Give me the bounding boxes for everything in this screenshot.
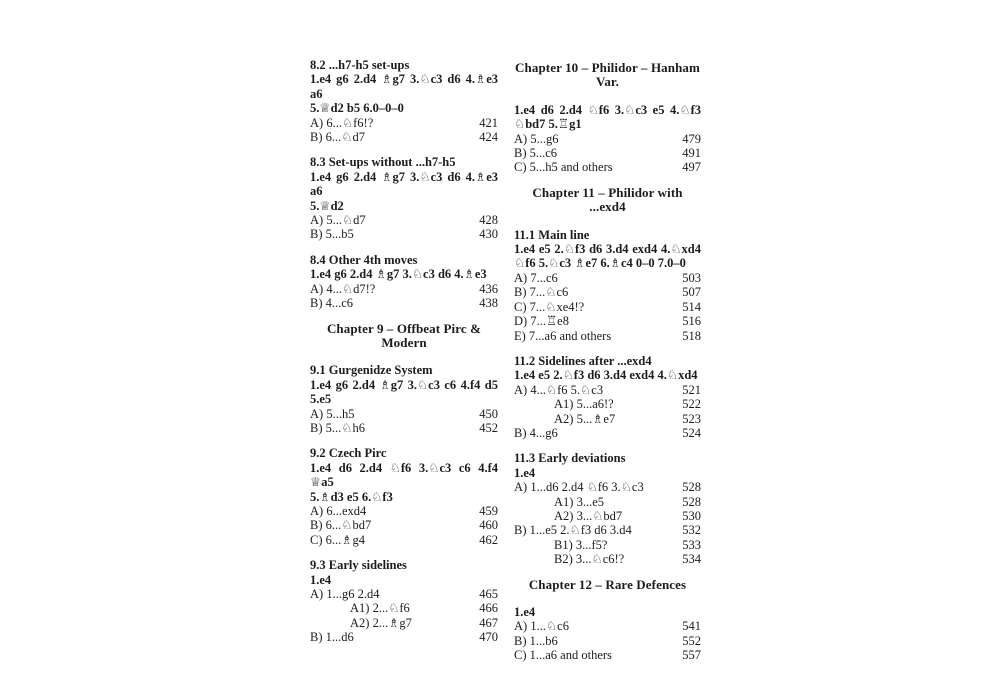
- toc-entry-label: B) 5...c6: [514, 146, 558, 161]
- toc-entry-label: B) 5...♘h6: [310, 420, 365, 435]
- moves-line: ♘f6 5.♘c3 ♗e7 6.♗c4 0–0 7.0–0: [514, 256, 686, 271]
- toc-entry: [310, 630, 498, 644]
- toc-entry-label: B) 7...♘c6: [514, 285, 569, 300]
- toc-entry-label: B) 6...♘bd7: [310, 518, 372, 533]
- moves-line: 1.e4 g6 2.d4 ♗g7 3.♘c3 d6 4.♗e3 a6: [310, 72, 498, 101]
- toc-section: [514, 605, 701, 663]
- toc-entry: [514, 160, 701, 174]
- toc-entry: [310, 616, 498, 630]
- toc-entry-page: 452: [479, 420, 498, 435]
- section-title: 11.1 Main line: [514, 227, 590, 242]
- toc-entry-page: 518: [682, 328, 701, 343]
- toc-entry-page: 438: [479, 296, 498, 311]
- toc-entry-page: 450: [479, 406, 498, 421]
- toc-entry: [514, 634, 701, 648]
- toc-entry: [514, 383, 701, 397]
- toc-entry-label: B) 5...b5: [310, 227, 354, 242]
- toc-entry-label: A) 4...♘d7!?: [310, 281, 376, 296]
- toc-entry: [310, 130, 498, 144]
- chapter-heading: Chapter 10 – Philidor – Hanham Var.: [515, 60, 700, 90]
- toc-entry: [310, 296, 498, 310]
- toc-entry-label: B2) 3...♘c6!?: [554, 552, 625, 567]
- toc-entry-page: 534: [682, 552, 701, 567]
- toc-entry: [514, 619, 701, 633]
- toc-column-right: [514, 60, 701, 674]
- toc-section: [310, 155, 498, 241]
- toc-entry-label: A) 5...h5: [310, 406, 355, 421]
- toc-entry-page: 460: [479, 518, 498, 533]
- toc-entry-label: A) 5...♘d7: [310, 213, 366, 228]
- toc-entry-page: 459: [479, 503, 498, 518]
- section-title: 11.3 Early deviations: [514, 451, 626, 466]
- toc-entry-page: 533: [682, 537, 701, 552]
- section-title: 8.2 ...h7-h5 set-ups: [310, 58, 410, 72]
- toc-entry-label: A) 6...♘f6!?: [310, 115, 374, 130]
- toc-entry-page: 497: [682, 160, 701, 175]
- toc-entry: [514, 426, 701, 440]
- toc-entry-label: B) 4...c6: [310, 296, 354, 311]
- toc-entry-page: 503: [682, 270, 701, 285]
- moves-line: 5.♗d3 e5 6.♘f3: [310, 489, 393, 504]
- toc-section: [514, 354, 701, 440]
- toc-entry: [514, 146, 701, 160]
- toc-entry-page: 421: [479, 115, 498, 130]
- toc-entry: [514, 300, 701, 314]
- section-title: 9.2 Czech Pirc: [310, 446, 387, 461]
- section-title: 11.2 Sidelines after ...exd4: [514, 353, 652, 368]
- toc-entry-label: C) 1...a6 and others: [514, 648, 612, 663]
- toc-entry-label: A) 7...c6: [514, 270, 558, 285]
- toc-entry-label: A2) 2...♗g7: [350, 615, 412, 630]
- toc-entry-label: A) 5...g6: [514, 131, 559, 146]
- toc-entry-label: A) 1...g6 2.d4: [310, 587, 380, 601]
- toc-entry-label: A) 6...exd4: [310, 503, 367, 518]
- toc-entry-label: A) 1...♘c6: [514, 619, 569, 634]
- chapter-heading: Chapter 9 – Offbeat Pirc & Modern: [326, 320, 482, 350]
- toc-entry: [310, 213, 498, 227]
- moves-line: 1.e4: [514, 605, 536, 619]
- section-title: 8.4 Other 4th moves: [310, 252, 418, 267]
- toc-entry-label: B) 4...g6: [514, 425, 558, 440]
- section-title: 9.3 Early sidelines: [310, 558, 407, 573]
- toc-entry: [310, 601, 498, 615]
- moves-line: 1.e4 g6 2.d4 ♗g7 3.♘c3 c6 4.f4 d5: [310, 377, 498, 392]
- toc-entry-label: A1) 3...e5: [554, 494, 604, 509]
- toc-entry-label: C) 6...♗g4: [310, 532, 365, 547]
- toc-entry-page: 523: [682, 411, 701, 426]
- toc-entry: [514, 552, 701, 566]
- toc-section: [514, 103, 701, 175]
- toc-entry-page: 522: [682, 397, 701, 412]
- toc-entry: [514, 495, 701, 509]
- moves-line: ♘bd7 5.♖g1: [514, 117, 582, 132]
- toc-entry: [310, 421, 498, 435]
- toc-entry-page: 428: [479, 213, 498, 228]
- toc-section: [310, 253, 498, 311]
- toc-entry-page: 462: [479, 532, 498, 547]
- toc-entry-page: 465: [479, 587, 498, 601]
- toc-entry-label: A) 1...d6 2.d4 ♘f6 3.♘c3: [514, 480, 644, 495]
- toc-entry: [514, 523, 701, 537]
- toc-entry-page: 479: [682, 131, 701, 146]
- toc-entry: [514, 132, 701, 146]
- moves-line: 1.e4 g6 2.d4 ♗g7 3.♘c3 d6 4.♗e3 a6: [310, 169, 498, 199]
- toc-entry-page: 528: [682, 480, 701, 495]
- toc-entry-label: C) 7...♘xe4!?: [514, 299, 585, 314]
- toc-entry-page: 552: [682, 633, 701, 648]
- toc-section: [310, 446, 498, 547]
- toc-entry-label: A2) 3...♘bd7: [554, 508, 623, 523]
- toc-entry-page: 430: [479, 227, 498, 242]
- toc-entry: [514, 509, 701, 523]
- toc-entry-label: A1) 2...♘f6: [350, 601, 410, 616]
- toc-entry-page: 470: [479, 630, 498, 645]
- toc-entry: [310, 518, 498, 532]
- toc-entry: [310, 504, 498, 518]
- toc-entry-page: 521: [682, 382, 701, 397]
- toc-entry: [310, 227, 498, 241]
- toc-entry: [310, 116, 498, 130]
- toc-section: [310, 363, 498, 435]
- toc-entry-label: D) 7...♖e8: [514, 314, 569, 329]
- section-title: 9.1 Gurgenidze System: [310, 363, 433, 378]
- toc-entry: [514, 271, 701, 285]
- toc-entry-label: A2) 5...♗e7: [554, 411, 616, 426]
- moves-line: 1.e4: [514, 465, 536, 480]
- toc-entry-label: B) 1...e5 2.♘f3 d6 3.d4: [514, 523, 632, 538]
- toc-column-left: [310, 58, 498, 656]
- chapter-heading: Chapter 11 – Philidor with ...exd4: [532, 184, 683, 215]
- moves-line: 1.e4 d6 2.d4 ♘f6 3.♘c3 c6 4.f4 ♕a5: [310, 460, 498, 490]
- moves-line: 5.♕d2: [310, 198, 344, 213]
- moves-line: 1.e4: [310, 572, 332, 587]
- toc-entry-page: 507: [682, 285, 701, 300]
- toc-section: [514, 451, 701, 566]
- toc-entry: [514, 538, 701, 552]
- toc-entry-label: A1) 5...a6!?: [554, 397, 614, 412]
- toc-entry-label: A) 4...♘f6 5.♘c3: [514, 382, 604, 397]
- toc-section: [310, 558, 498, 644]
- toc-section: [514, 228, 701, 343]
- moves-line: 1.e4 d6 2.d4 ♘f6 3.♘c3 e5 4.♘f3: [514, 102, 701, 117]
- toc-entry: [310, 533, 498, 547]
- toc-entry-page: 557: [682, 648, 701, 663]
- toc-entry-label: E) 7...a6 and others: [514, 328, 612, 343]
- toc-entry-page: 467: [479, 615, 498, 630]
- moves-line: 1.e4 e5 2.♘f3 d6 3.d4 exd4 4.♘xd4: [514, 368, 698, 383]
- toc-entry: [514, 412, 701, 426]
- moves-line: 1.e4 e5 2.♘f3 d6 3.d4 exd4 4.♘xd4: [514, 242, 701, 257]
- toc-entry-page: 524: [682, 425, 701, 440]
- toc-entry-page: 516: [682, 314, 701, 329]
- toc-entry: [310, 587, 498, 601]
- toc-entry-label: C) 5...h5 and others: [514, 160, 613, 175]
- toc-entry-page: 528: [682, 494, 701, 509]
- toc-entry: [514, 480, 701, 494]
- toc-entry: [514, 648, 701, 662]
- toc-entry-page: 530: [682, 508, 701, 523]
- toc-entry-page: 491: [682, 146, 701, 161]
- toc-entry-page: 436: [479, 281, 498, 296]
- toc-entry-page: 466: [479, 601, 498, 616]
- toc-entry-label: B) 1...b6: [514, 633, 558, 648]
- moves-line: 1.e4 g6 2.d4 ♗g7 3.♘c3 d6 4.♗e3: [310, 267, 487, 282]
- toc-entry: [514, 329, 701, 343]
- moves-line: 5.e5: [310, 392, 332, 407]
- toc-entry: [514, 285, 701, 299]
- toc-entry-page: 532: [682, 523, 701, 538]
- chapter-heading: Chapter 12 – Rare Defences: [528, 576, 687, 592]
- toc-section: [310, 58, 498, 144]
- toc-entry-label: B1) 3...f5?: [554, 537, 608, 552]
- toc-entry: [514, 397, 701, 411]
- toc-entry: [514, 314, 701, 328]
- moves-line: 5.♕d2 b5 6.0–0–0: [310, 101, 404, 116]
- toc-entry-page: 514: [682, 299, 701, 314]
- toc-entry: [310, 282, 498, 296]
- section-title: 8.3 Set-ups without ...h7-h5: [310, 155, 456, 170]
- toc-entry-page: 541: [682, 619, 701, 634]
- toc-entry-page: 424: [479, 130, 498, 145]
- toc-entry: [310, 407, 498, 421]
- toc-entry-label: B) 6...♘d7: [310, 130, 365, 145]
- toc-entry-label: B) 1...d6: [310, 630, 354, 645]
